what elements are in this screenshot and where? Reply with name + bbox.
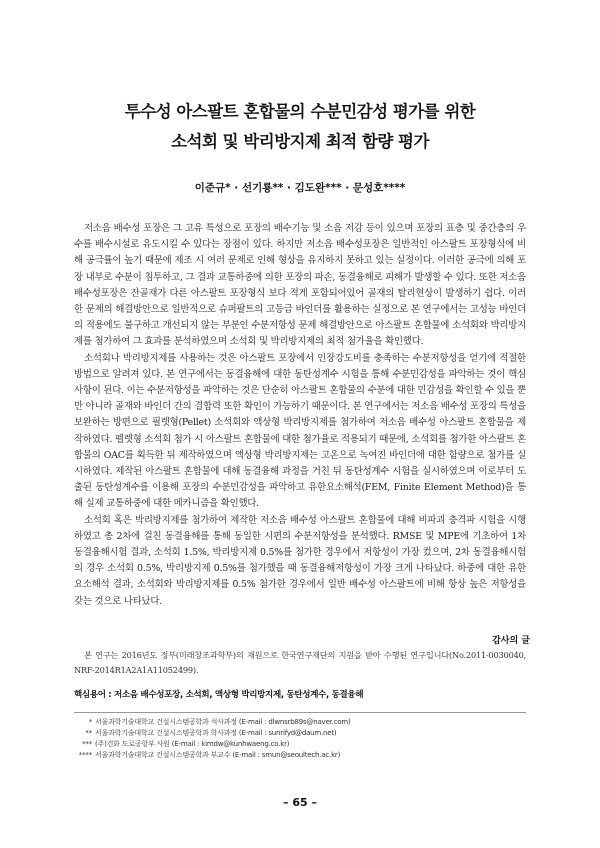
- abstract-paragraph-3: 소석회 혹은 박리방지제를 첨가하여 제작한 저소음 배수성 아스팔트 혼합물에 대해 비파괴 충격파 시험을 시행하였고 총 2차에 걸친 동결융해를 통해 동일한 시편의 수분저항성을 분석했다. RMSE 및 MPE에 기초하여 1차 동결융해시험 결과, 소석회 1.5%, 박리방지제 0.5%를 첨가한 경우에서 저항성이 가장 컸으며, 2차 동결융해시험의 경우 소석회 0.5%, 박리방지제 0.5%를 첨가했을 때 동결융해저항성이 가장 크게 나타났다. 하중에 대한 유한요소해석 결과, 소석회와 박리방지제를 0.5% 첨가한 경우에서 일반 배수성 아스팔트에 비해 항상 높은 저항성을 갖는 것으로 나타났다.: [74, 514, 526, 607]
- footnote-text: 서울과학기술대학교 건설시스템공학과 부교수 (E-mail : smun@seoultech.ac.kr): [95, 751, 341, 759]
- title-line-1: 투수성 아스팔트 혼합물의 수분민감성 평가를 위한: [124, 102, 476, 121]
- footnote-text: (주)건화 도로공항부 사원 (E-mail : kimdw@kunhwaeng.co.kr): [95, 740, 290, 748]
- author-list: 이준규* · 선기룡** · 김도완*** · 문성호****: [194, 182, 406, 194]
- footnote: [74, 717, 526, 728]
- footnote: [74, 728, 526, 739]
- abstract: [74, 221, 526, 610]
- footnote-mark: **: [85, 729, 92, 737]
- page-number: – 65 –: [283, 796, 317, 809]
- title-line-2: 소석회 및 박리방지제 최적 함량 평가: [171, 132, 429, 151]
- acknowledgment-text: 본 연구는 2016년도 정부(미래창조과학부)의 재원으로 한국연구재단의 지원을 받아 수행된 연구입니다(No.2011-0030040, NRF-2014R1A2A1A11052499).: [74, 650, 526, 675]
- abstract-paragraph-2: 소석회나 박리방지제를 사용하는 것은 아스팔트 포장에서 인장강도비를 충족하는 수분저항성을 얻기에 적절한 방법으로 알려져 있다. 본 연구에서는 동결융해에 대한 동탄성계수 시험을 통해 수분민감성을 파악하는 것이 핵심사항이 된다. 이는 수분저항성을 파악하는 것은 단순히 아스팔트 혼합물의 수분에 대한 민감성을 확인할 수 있을 뿐만 아니라 골재와 바인더 간의 결합력 또한 확인이 가능하기 때문이다. 본 연구에서는 저소음 배수성 포장의 특성을 보완하는 방편으로 필렛형(Pellet) 소석회와 액상형 박리방지제를 첨가하여 저소음 배수성 아스팔트 혼합물을 제작하였다. 펠렛형 소석회 첨가 시 아스팔트 혼합물에 대한 첨가율로 적용되기 때문에, 소석회를 첨가한 아스팔트 혼합물의 OAC를 획득한 뒤 제작하였으며 액상형 박리방지제는 고온으로 녹여진 바인더에 대한 함량으로 첨가를 실시하였다. 제작된 아스팔트 혼합물에 대해 동결융해 과정을 거친 뒤 동탄성계수 시험을 실시하였으며 이로부터 도출된 동탄성계수를 이용해 포장의 수분민감성을 파악하고 유한요소해석(FEM, Finite Element Method)을 통해 실제 교통하중에 대한 메카니즘을 확인했다.: [74, 352, 526, 510]
- acknowledgment-body: [74, 648, 526, 678]
- keywords: 핵심용어 : 저소음 배수성포장, 소석회, 액상형 박리방지제, 동탄성계수, 동결융해: [74, 690, 364, 700]
- acknowledgment-title: 감사의 글: [492, 636, 530, 646]
- footnote: [74, 750, 526, 761]
- footnotes: [74, 712, 526, 761]
- footnote-text: 서울과학기술대학교 건설시스템공학과 학사과정 (E-mail : sunrifyd@daum.net): [95, 729, 337, 737]
- footnote-text: 서울과학기술대학교 건설시스템공학과 석사과정 (E-mail : dlwnsrb89s@naver.com): [95, 718, 351, 726]
- abstract-paragraph-1: 저소음 배수성 포장은 그 고유 특성으로 포장의 배수기능 및 소음 저감 등이 있으며 포장의 표층 및 중간층의 우수를 배수시설로 유도시킬 수 있다는 장점이 있다. 하지만 저소음 배수성포장은 일반적인 아스팔트 포장형식에 비해 공극률이 높기 때문에 제조 시 여러 문제로 인해 형상을 유지하지 못하고 있는 실정이다. 이러한 공극에 의해 포장 내부로 수분이 침투하고, 그 결과 교통하중에 의한 포장의 파손, 동결융해로 피해가 발생할 수 있다. 또한 저소음 배수성포장은 잔골재가 다른 아스팔트 포장형식 보다 적게 포함되어있어 골재의 탈리현상이 발생하기 쉽다. 이러한 문제의 해결방안으로 일반적으로 슈퍼팔트의 고등급 바인더를 활용하는 실정으로 본 연구에서는 고성능 바인더의 적용에도 불구하고 개선되지 않는 부분인 수분저항성 문제 해결방안으로 아스팔트 혼합물에 소석회와 박리방지제를 첨가하여 그 효과를 분석하였으며 소석회 및 박리방지제의 최적 첨가율을 확인했다.: [74, 223, 526, 348]
- footnote-mark: *: [88, 718, 92, 726]
- footnote: [74, 739, 526, 750]
- footnote-mark: ****: [78, 751, 92, 759]
- footnote-mark: ***: [82, 740, 92, 748]
